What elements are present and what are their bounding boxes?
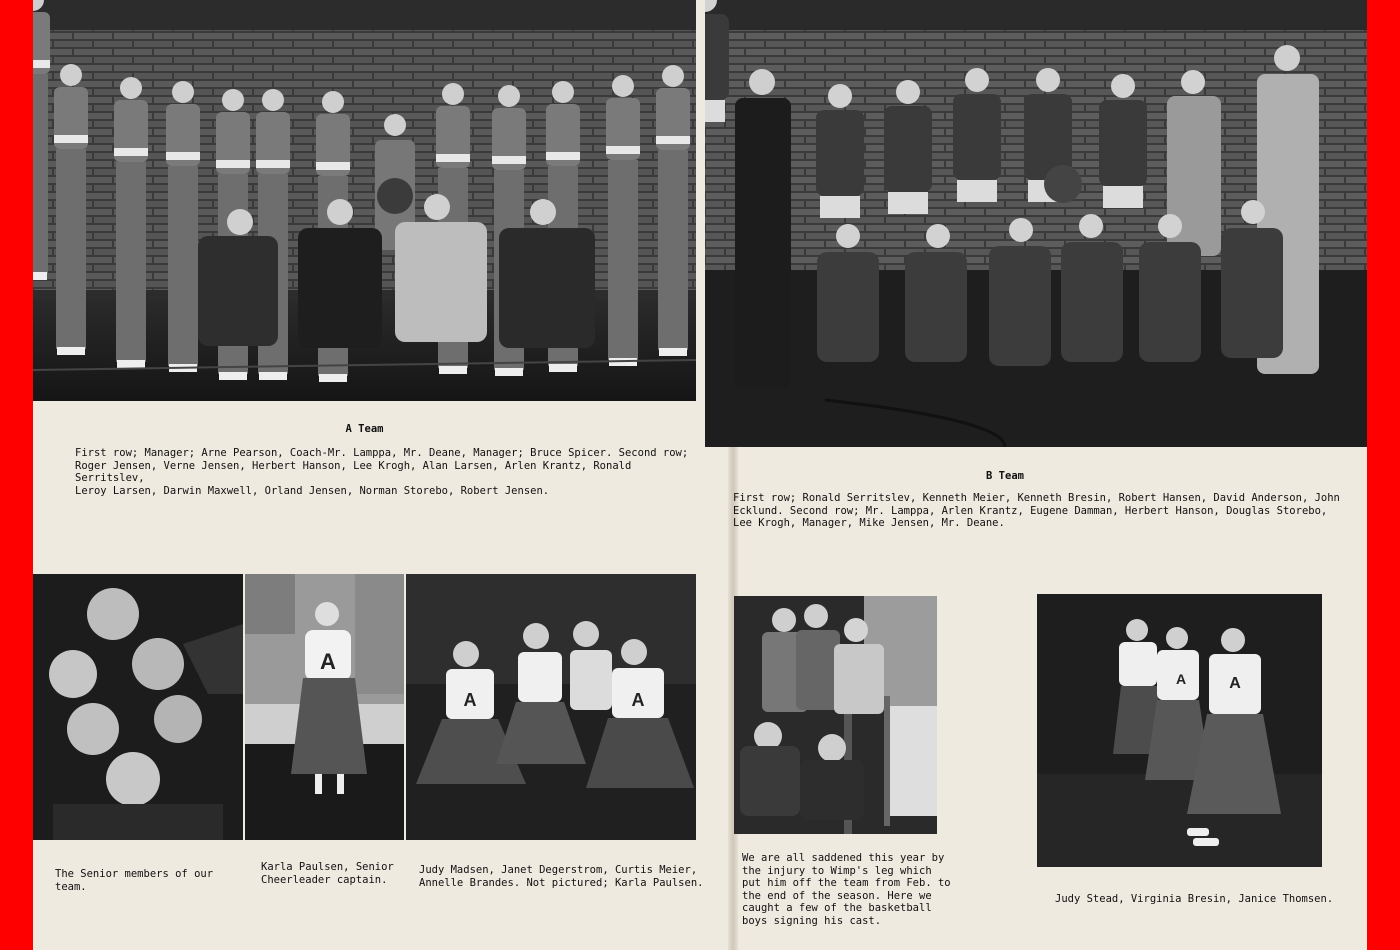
a-team-photo bbox=[33, 0, 696, 401]
svg-text:A: A bbox=[1229, 675, 1241, 692]
cheerleaders-caption: Judy Madsen, Janet Degerstrom, Curtis Meier, Annelle Brandes. Not pictured; Karla Paulsen. bbox=[419, 864, 704, 889]
cast-signing-photo bbox=[734, 596, 937, 834]
svg-text:A: A bbox=[463, 690, 477, 710]
yearbook-spread bbox=[33, 0, 1367, 950]
a-team-title: A Team bbox=[345, 423, 384, 435]
seniors-caption: The Senior members of our team. bbox=[55, 868, 214, 893]
seniors-photo bbox=[33, 574, 243, 840]
a-team-caption: First row; Manager; Arne Pearson, Coach-Mr. Lamppa, Mr. Deane, Manager; Bruce Spicer. Second row; Roger Jensen, Verne Jensen, Herbert Hanson, Lee Krogh, Alan Larsen, Arlen Krantz, Ronald Serritslev, Leroy Larsen, Darwin Maxwell, Orland Jensen, Norman Storebo, Robert Jensen. bbox=[75, 447, 689, 497]
svg-text:A: A bbox=[1175, 671, 1187, 687]
karla-caption: Karla Paulsen, Senior Cheerleader captain. bbox=[261, 861, 394, 886]
cheerleaders-photo bbox=[406, 574, 696, 840]
cast-caption: We are all saddened this year by the injury to Wimp's leg which put him off the team from Feb. to the end of the season. Here we caught a few of the basketball boys signing his cast. bbox=[742, 852, 951, 927]
karla-paulsen-photo bbox=[245, 574, 404, 840]
cheerleaders-trio-photo bbox=[1037, 594, 1322, 867]
b-team-title: B Team bbox=[986, 470, 1024, 482]
svg-text:A: A bbox=[320, 649, 336, 674]
b-team-photo bbox=[705, 0, 1367, 447]
cheerleaders-trio-caption: Judy Stead, Virginia Bresin, Janice Thomsen. bbox=[1055, 893, 1334, 905]
b-team-caption: First row; Ronald Serritslev, Kenneth Meier, Kenneth Bresin, Robert Hansen, David Anderson, John Ecklund. Second row; Mr. Lamppa, Arlen Krantz, Eugene Damman, Herbert Hanson, Douglas Storebo, Lee Krogh, Manager, Mike Jensen, Mr. Deane. bbox=[733, 492, 1340, 529]
svg-text:A: A bbox=[631, 690, 645, 710]
